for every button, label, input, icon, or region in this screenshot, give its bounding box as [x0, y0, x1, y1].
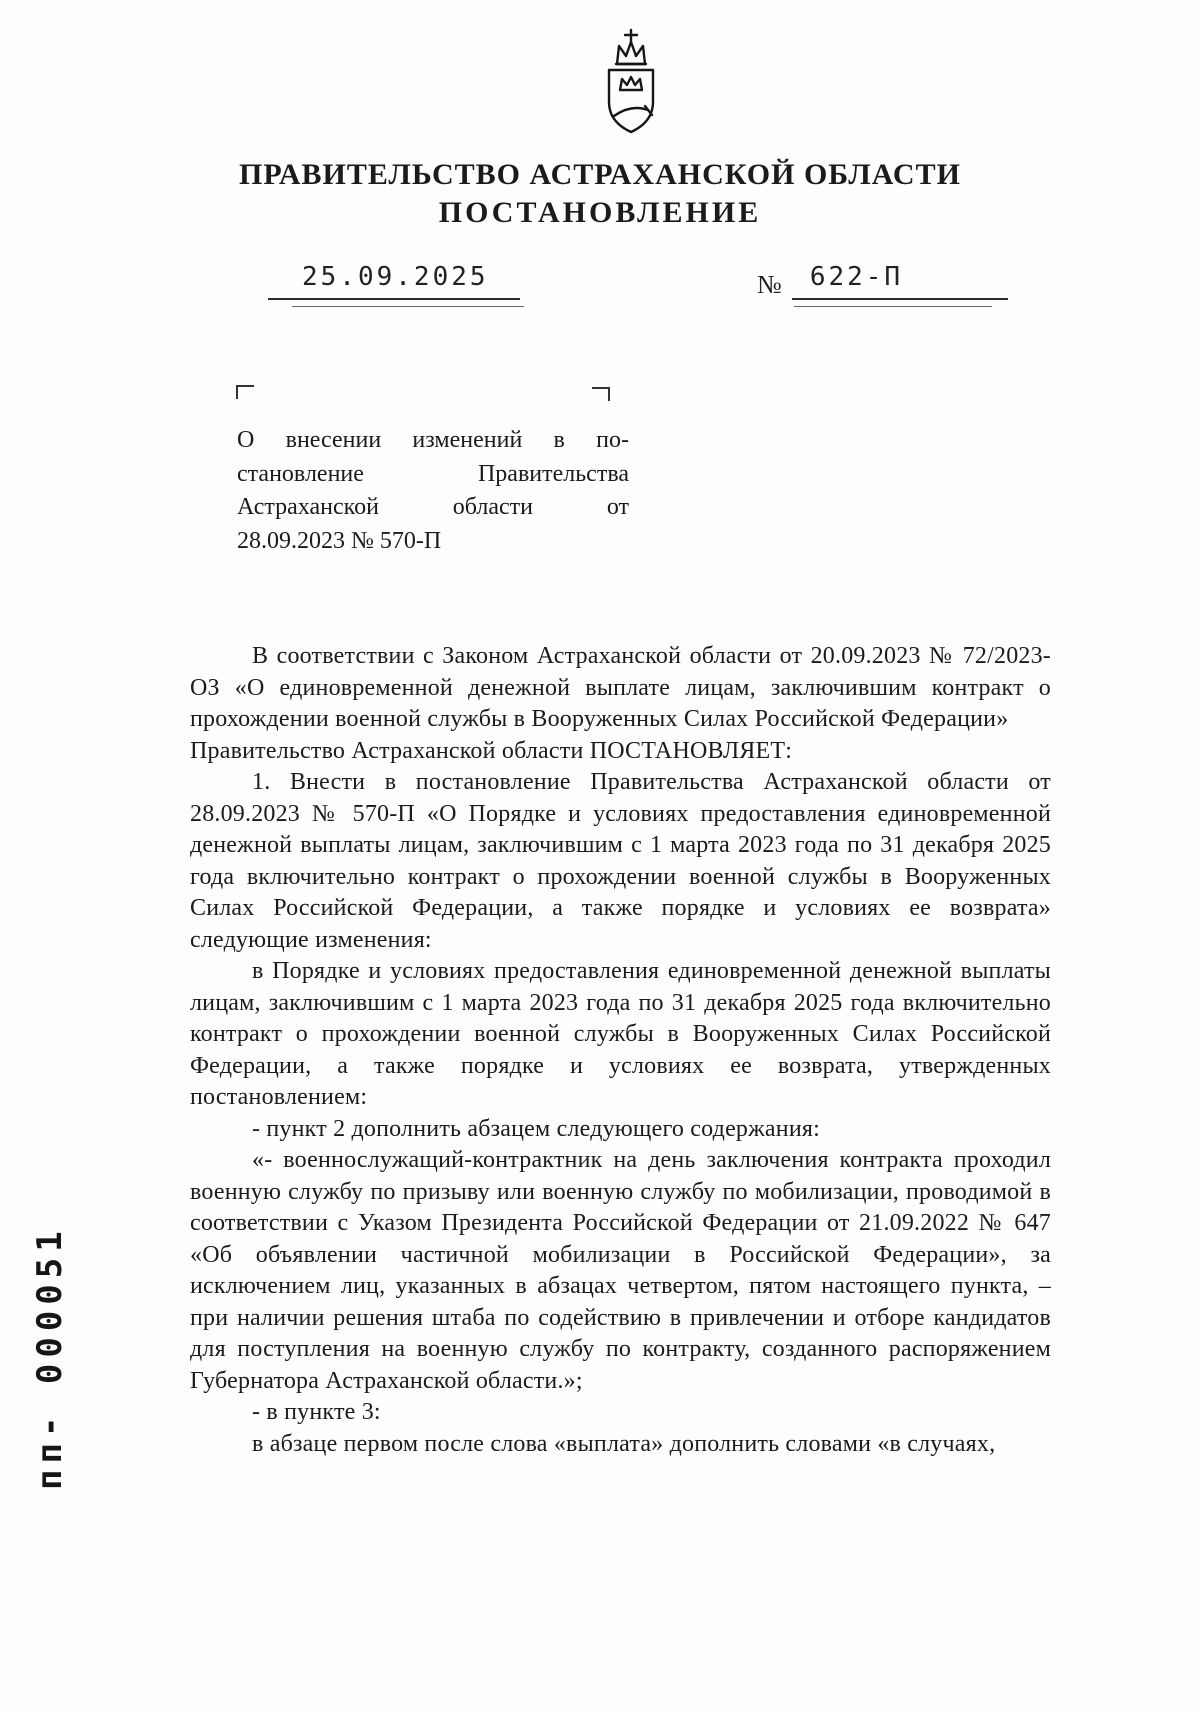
body-paragraph: В соответствии с Законом Астраханской области от 20.09.2023 № 72/2023-ОЗ «О единовременной денежной выплате лицам, заключившим контракт о прохождении военной службы в Вооруженных Силах Российской Федерации» — [190, 643, 1051, 732]
coat-of-arms-icon — [599, 28, 663, 140]
number-underline — [794, 306, 992, 307]
body-paragraph: - пункт 2 дополнить абзацем следующего содержания: — [252, 1115, 820, 1142]
doc-type: ПОСТАНОВЛЕНИЕ — [438, 196, 762, 229]
doc-number: 622-П — [792, 262, 1008, 300]
body-paragraph: «- военнослужащий-контрактник на день заключения контракта проходил военную службу по призыву или военную службу по мобилизации, проводимой в соответствии с Указом Президента Российской Федерации от 21.09.2022 № 647 «Об объявлении частичной мобилизации в Российской Федерации», за исключением лиц, указанных в абзацах четвертом, пятом настоящего пункта, – при наличии решения штаба по содействию в привлечении и отборе кандидатов для поступления на военную службу по контракту, созданного распоряжением Губернатора Астраханской области.»; — [190, 1147, 1051, 1394]
corner-mark-left-icon — [236, 385, 254, 399]
coat-of-arms-astrakhan — [599, 28, 663, 140]
subject-line: 28.09.2023 № 570-П — [237, 527, 442, 554]
subject-line: становление Правительства — [237, 460, 629, 487]
subject-line: О внесении изменений в по- — [237, 427, 629, 453]
body-paragraph: в Порядке и условиях предоставления единовременной денежной выплаты лицам, заключившим с 1 марта 2023 года по 31 декабря 2025 года включительно контракт о прохождении военной службы в Вооруженных Силах Российской Федерации, а также порядке и условиях ее возврата, утвержденных постановлением: — [190, 958, 1051, 1110]
number-sign: № — [757, 270, 782, 299]
subject-line: Астраханской области от — [237, 494, 629, 520]
corner-mark-right-icon — [592, 387, 610, 401]
doc-date: 25.09.2025 — [302, 262, 489, 292]
doc-date-field — [268, 262, 520, 300]
date-underline — [292, 306, 524, 307]
org-name: ПРАВИТЕЛЬСТВО АСТРАХАНСКОЙ ОБЛАСТИ — [239, 158, 961, 191]
body-paragraph: в абзаце первом после слова «выплата» дополнить словами «в случаях, — [252, 1430, 996, 1457]
subject-block — [237, 424, 629, 558]
body-paragraph: Правительство Астраханской области ПОСТАНОВЛЯЕТ: — [190, 737, 793, 764]
document-body — [190, 641, 1051, 1460]
body-paragraph: 1. Внести в постановление Правительства Астраханской области от 28.09.2023 № 570-П «О Порядке и условиях предоставления единовременной денежной выплаты лицам, заключившим с 1 марта 2023 года по 31 декабря 2025 года включительно контракт о прохождении военной службы в Вооруженных Силах Российской Федерации, а также порядке и условиях ее возврата» следующие изменения: — [190, 769, 1051, 953]
doc-number-field — [757, 262, 1008, 300]
body-paragraph: - в пункте 3: — [252, 1399, 381, 1425]
registration-stamp: пп- 000051 — [30, 1225, 70, 1490]
